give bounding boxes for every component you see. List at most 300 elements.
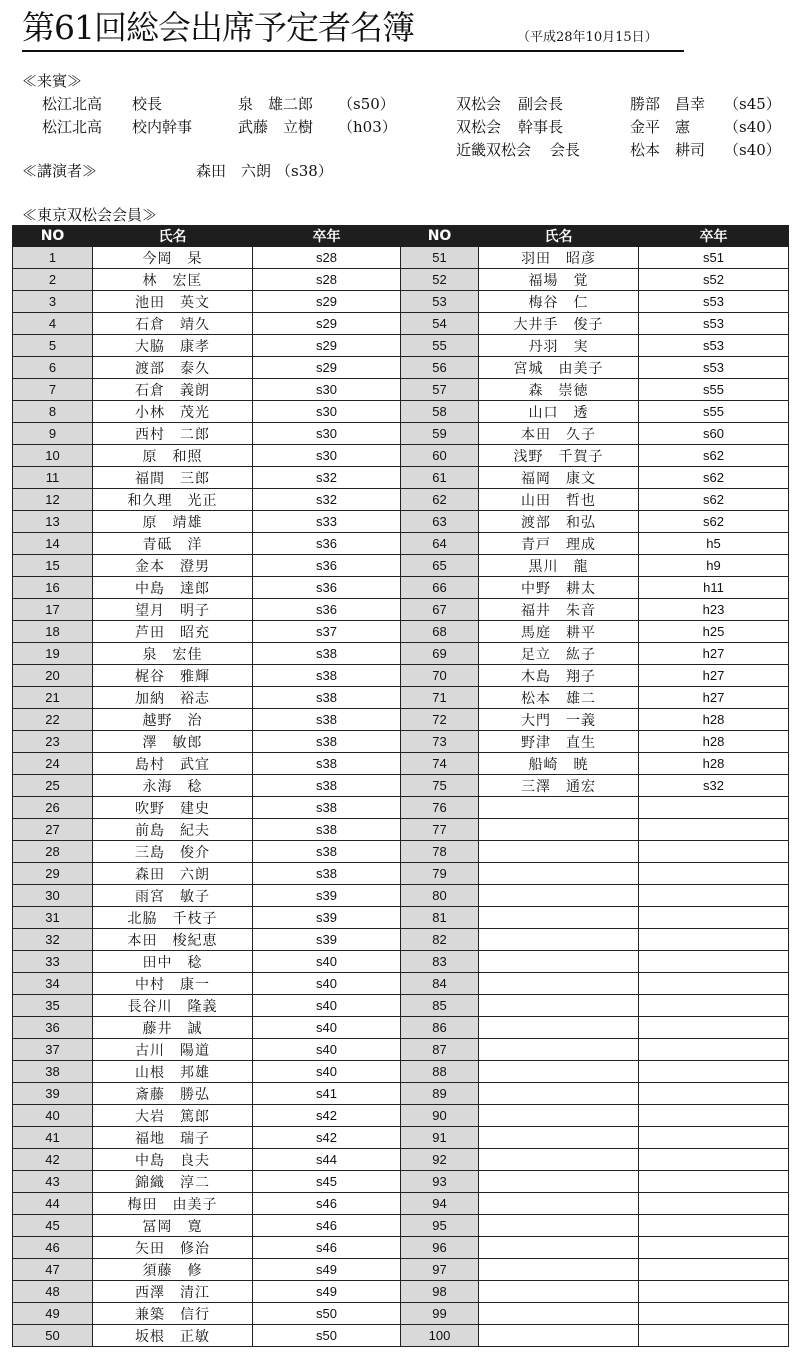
member-year: s36	[253, 533, 401, 555]
member-year: s29	[253, 335, 401, 357]
member-name: 福岡 康文	[479, 467, 639, 489]
member-name: 石倉 靖久	[93, 313, 253, 335]
member-year	[639, 1105, 789, 1127]
member-no: 22	[13, 709, 93, 731]
member-name	[479, 995, 639, 1017]
member-name	[479, 907, 639, 929]
member-year: h27	[639, 687, 789, 709]
members-table	[12, 225, 789, 1347]
guest-name: 武藤 立樹	[238, 118, 314, 136]
member-year: s53	[639, 357, 789, 379]
member-year: s28	[253, 269, 401, 291]
member-year	[639, 1039, 789, 1061]
member-year: s38	[253, 643, 401, 665]
guest-org: 双松会	[456, 118, 502, 136]
member-year: s30	[253, 401, 401, 423]
member-name	[479, 1325, 639, 1347]
table-row	[13, 1171, 789, 1193]
column-header-year: 卒年	[253, 226, 401, 247]
member-name: 雨宮 敏子	[93, 885, 253, 907]
table-row	[13, 907, 789, 929]
member-year	[639, 1303, 789, 1325]
table-row	[13, 1061, 789, 1083]
member-no: 61	[401, 467, 479, 489]
guest-year: （s40）	[724, 118, 781, 136]
member-no: 25	[13, 775, 93, 797]
member-year: s38	[253, 819, 401, 841]
table-row	[13, 1105, 789, 1127]
member-no: 3	[13, 291, 93, 313]
member-year: s62	[639, 445, 789, 467]
member-name: 野津 直生	[479, 731, 639, 753]
member-year: s30	[253, 445, 401, 467]
member-no: 48	[13, 1281, 93, 1303]
member-name: 林 宏匡	[93, 269, 253, 291]
member-name	[479, 1083, 639, 1105]
member-no: 54	[401, 313, 479, 335]
member-year: s38	[253, 687, 401, 709]
member-name: 浅野 千賀子	[479, 445, 639, 467]
member-name	[479, 1193, 639, 1215]
member-name: 木島 翔子	[479, 665, 639, 687]
member-year	[639, 907, 789, 929]
member-name: 須藤 修	[93, 1259, 253, 1281]
member-year: s40	[253, 1039, 401, 1061]
member-name	[479, 1171, 639, 1193]
member-name	[479, 1061, 639, 1083]
member-no: 1	[13, 247, 93, 269]
member-name	[479, 973, 639, 995]
member-no: 47	[13, 1259, 93, 1281]
member-no: 55	[401, 335, 479, 357]
table-row	[13, 863, 789, 885]
member-year	[639, 1193, 789, 1215]
member-name	[479, 1039, 639, 1061]
member-no: 93	[401, 1171, 479, 1193]
guest-name: 勝部 昌幸	[630, 95, 706, 113]
member-year: h28	[639, 731, 789, 753]
guests-section-heading: ≪来賓≫	[22, 72, 83, 90]
member-no: 87	[401, 1039, 479, 1061]
member-name: 大門 一義	[479, 709, 639, 731]
table-row	[13, 467, 789, 489]
member-name	[479, 1215, 639, 1237]
member-name: 永海 稔	[93, 775, 253, 797]
member-name: 加納 裕志	[93, 687, 253, 709]
guest-role: 幹事長	[518, 118, 564, 136]
member-no: 96	[401, 1237, 479, 1259]
guest-role: 副会長	[518, 95, 564, 113]
member-no: 56	[401, 357, 479, 379]
table-row	[13, 797, 789, 819]
member-year: s55	[639, 401, 789, 423]
member-year: s32	[253, 467, 401, 489]
member-year: s50	[253, 1303, 401, 1325]
member-year: s36	[253, 599, 401, 621]
member-no: 41	[13, 1127, 93, 1149]
member-name	[479, 1259, 639, 1281]
members-table-body	[13, 247, 789, 1347]
member-year	[639, 951, 789, 973]
member-name: 中村 康一	[93, 973, 253, 995]
member-no: 50	[13, 1325, 93, 1347]
member-name: 金本 澄男	[93, 555, 253, 577]
table-row	[13, 1281, 789, 1303]
member-name: 石倉 義朗	[93, 379, 253, 401]
member-year: h27	[639, 643, 789, 665]
column-header-name: 氏名	[479, 226, 639, 247]
member-year: h27	[639, 665, 789, 687]
member-name: 北脇 千枝子	[93, 907, 253, 929]
member-name	[479, 1149, 639, 1171]
member-name: 斎藤 勝弘	[93, 1083, 253, 1105]
member-year: s29	[253, 313, 401, 335]
member-year	[639, 1259, 789, 1281]
member-no: 24	[13, 753, 93, 775]
member-year	[639, 1017, 789, 1039]
member-no: 29	[13, 863, 93, 885]
table-row	[13, 489, 789, 511]
member-no: 44	[13, 1193, 93, 1215]
member-no: 79	[401, 863, 479, 885]
member-year	[639, 819, 789, 841]
member-year: s38	[253, 775, 401, 797]
member-year	[639, 885, 789, 907]
member-no: 97	[401, 1259, 479, 1281]
member-name	[479, 1237, 639, 1259]
member-year: h9	[639, 555, 789, 577]
member-name: 梅田 由美子	[93, 1193, 253, 1215]
member-name: 渡部 泰久	[93, 357, 253, 379]
member-no: 15	[13, 555, 93, 577]
table-row	[13, 1259, 789, 1281]
member-name	[479, 797, 639, 819]
member-no: 68	[401, 621, 479, 643]
member-no: 14	[13, 533, 93, 555]
guest-year: （h03）	[338, 118, 397, 136]
member-year: h11	[639, 577, 789, 599]
guest-role: 校長	[132, 95, 163, 113]
member-no: 63	[401, 511, 479, 533]
guest-entry	[42, 93, 402, 115]
member-name: 福場 覚	[479, 269, 639, 291]
member-name: 宮城 由美子	[479, 357, 639, 379]
table-row	[13, 621, 789, 643]
member-name: 藤井 誠	[93, 1017, 253, 1039]
member-no: 18	[13, 621, 93, 643]
member-no: 84	[401, 973, 479, 995]
table-row	[13, 841, 789, 863]
table-row	[13, 731, 789, 753]
member-name: 丹羽 実	[479, 335, 639, 357]
member-no: 72	[401, 709, 479, 731]
member-year: s38	[253, 797, 401, 819]
member-no: 74	[401, 753, 479, 775]
member-name	[479, 929, 639, 951]
member-name: 青戸 理成	[479, 533, 639, 555]
member-no: 2	[13, 269, 93, 291]
table-row	[13, 599, 789, 621]
member-year: s32	[253, 489, 401, 511]
member-no: 5	[13, 335, 93, 357]
member-name: 大井手 俊子	[479, 313, 639, 335]
member-name: 梅谷 仁	[479, 291, 639, 313]
member-year: s30	[253, 379, 401, 401]
column-header-no: NO	[401, 226, 479, 247]
member-year: s53	[639, 291, 789, 313]
member-name: 長谷川 隆義	[93, 995, 253, 1017]
member-no: 31	[13, 907, 93, 929]
table-row	[13, 973, 789, 995]
table-row	[13, 643, 789, 665]
member-year: s39	[253, 929, 401, 951]
title-row	[22, 8, 782, 52]
table-row	[13, 335, 789, 357]
member-name: 原 和照	[93, 445, 253, 467]
member-name: 大脇 康孝	[93, 335, 253, 357]
guest-name: 松本 耕司	[630, 141, 706, 159]
table-row	[13, 885, 789, 907]
member-no: 58	[401, 401, 479, 423]
table-row	[13, 1303, 789, 1325]
table-row	[13, 577, 789, 599]
member-year: s38	[253, 753, 401, 775]
table-row	[13, 269, 789, 291]
member-year: h5	[639, 533, 789, 555]
table-row	[13, 247, 789, 269]
member-no: 32	[13, 929, 93, 951]
table-row	[13, 665, 789, 687]
member-year: s50	[253, 1325, 401, 1347]
member-no: 4	[13, 313, 93, 335]
table-row	[13, 1083, 789, 1105]
guest-role: 会長	[550, 141, 581, 159]
member-year: s53	[639, 335, 789, 357]
member-name: 黒川 龍	[479, 555, 639, 577]
table-row	[13, 929, 789, 951]
table-row	[13, 533, 789, 555]
speaker-year: （s38）	[276, 162, 333, 180]
member-name: 中島 達郎	[93, 577, 253, 599]
member-name: 梶谷 雅輝	[93, 665, 253, 687]
member-no: 52	[401, 269, 479, 291]
member-name: 山根 邦雄	[93, 1061, 253, 1083]
member-year: s46	[253, 1193, 401, 1215]
member-no: 42	[13, 1149, 93, 1171]
member-no: 66	[401, 577, 479, 599]
member-year: s44	[253, 1149, 401, 1171]
column-header-no: NO	[13, 226, 93, 247]
member-no: 64	[401, 533, 479, 555]
member-year: s38	[253, 731, 401, 753]
member-no: 81	[401, 907, 479, 929]
table-row	[13, 313, 789, 335]
member-no: 40	[13, 1105, 93, 1127]
guest-org: 近畿双松会	[456, 141, 532, 159]
member-no: 38	[13, 1061, 93, 1083]
member-year: s40	[253, 1017, 401, 1039]
member-name: 中島 良夫	[93, 1149, 253, 1171]
member-year: s38	[253, 841, 401, 863]
member-name: 冨岡 寛	[93, 1215, 253, 1237]
member-no: 51	[401, 247, 479, 269]
guest-year: （s50）	[338, 95, 395, 113]
member-no: 80	[401, 885, 479, 907]
member-year: s40	[253, 1061, 401, 1083]
member-no: 17	[13, 599, 93, 621]
document-date: （平成28年10月15日）	[517, 30, 658, 45]
table-row	[13, 1017, 789, 1039]
member-no: 12	[13, 489, 93, 511]
member-no: 89	[401, 1083, 479, 1105]
member-year: h25	[639, 621, 789, 643]
speaker-section-heading: ≪講演者≫	[22, 162, 98, 180]
member-year: s38	[253, 709, 401, 731]
member-name: 矢田 修治	[93, 1237, 253, 1259]
member-name: 中野 耕太	[479, 577, 639, 599]
member-year: s49	[253, 1281, 401, 1303]
member-name	[479, 1017, 639, 1039]
member-no: 85	[401, 995, 479, 1017]
member-year: s37	[253, 621, 401, 643]
member-year	[639, 863, 789, 885]
member-no: 45	[13, 1215, 93, 1237]
member-name: 羽田 昭彦	[479, 247, 639, 269]
member-no: 70	[401, 665, 479, 687]
member-name: 青砥 洋	[93, 533, 253, 555]
table-row	[13, 1039, 789, 1061]
guest-org: 松江北高	[42, 95, 103, 113]
member-year: s42	[253, 1127, 401, 1149]
member-no: 33	[13, 951, 93, 973]
table-row	[13, 379, 789, 401]
member-no: 83	[401, 951, 479, 973]
member-no: 8	[13, 401, 93, 423]
member-year: s40	[253, 995, 401, 1017]
member-year: s52	[639, 269, 789, 291]
member-name: 古川 陽道	[93, 1039, 253, 1061]
member-year: s51	[639, 247, 789, 269]
member-no: 94	[401, 1193, 479, 1215]
table-row	[13, 951, 789, 973]
guest-year: （s40）	[724, 141, 781, 159]
table-row	[13, 775, 789, 797]
member-name: 和久理 光正	[93, 489, 253, 511]
member-year: s38	[253, 665, 401, 687]
member-year: s62	[639, 511, 789, 533]
member-name	[479, 1281, 639, 1303]
member-name: 越野 治	[93, 709, 253, 731]
table-row	[13, 1325, 789, 1347]
member-no: 49	[13, 1303, 93, 1325]
guest-role: 校内幹事	[132, 118, 193, 136]
member-name: 池田 英文	[93, 291, 253, 313]
member-name: 澤 敏郎	[93, 731, 253, 753]
member-year: s62	[639, 489, 789, 511]
table-row	[13, 401, 789, 423]
member-name	[479, 841, 639, 863]
member-year: s46	[253, 1215, 401, 1237]
member-year	[639, 1237, 789, 1259]
member-name: 望月 明子	[93, 599, 253, 621]
member-no: 27	[13, 819, 93, 841]
member-year	[639, 1215, 789, 1237]
member-no: 35	[13, 995, 93, 1017]
member-year	[639, 1281, 789, 1303]
member-year: s49	[253, 1259, 401, 1281]
member-no: 21	[13, 687, 93, 709]
member-year	[639, 1171, 789, 1193]
member-no: 9	[13, 423, 93, 445]
member-no: 78	[401, 841, 479, 863]
member-name: 森田 六朗	[93, 863, 253, 885]
member-year	[639, 1127, 789, 1149]
member-name: 原 靖雄	[93, 511, 253, 533]
member-name: 森 崇徳	[479, 379, 639, 401]
member-no: 69	[401, 643, 479, 665]
table-row	[13, 357, 789, 379]
member-no: 16	[13, 577, 93, 599]
member-year: s45	[253, 1171, 401, 1193]
member-name: 芦田 昭充	[93, 621, 253, 643]
speaker-name: 森田 六朗	[196, 162, 272, 180]
member-year	[639, 973, 789, 995]
member-name: 兼築 信行	[93, 1303, 253, 1325]
member-no: 86	[401, 1017, 479, 1039]
member-year	[639, 841, 789, 863]
guest-org: 松江北高	[42, 118, 103, 136]
member-name: 山田 哲也	[479, 489, 639, 511]
title-underline	[22, 50, 684, 52]
member-no: 77	[401, 819, 479, 841]
member-name: 坂根 正敏	[93, 1325, 253, 1347]
member-year: h28	[639, 753, 789, 775]
guest-entry	[456, 116, 786, 138]
member-no: 34	[13, 973, 93, 995]
member-name: 吹野 建史	[93, 797, 253, 819]
member-name: 山口 透	[479, 401, 639, 423]
member-year: s40	[253, 951, 401, 973]
table-row	[13, 1193, 789, 1215]
member-no: 98	[401, 1281, 479, 1303]
table-row	[13, 687, 789, 709]
table-row	[13, 555, 789, 577]
member-no: 20	[13, 665, 93, 687]
member-no: 82	[401, 929, 479, 951]
member-year: s38	[253, 863, 401, 885]
member-name: 今岡 杲	[93, 247, 253, 269]
member-year: s53	[639, 313, 789, 335]
member-year: s30	[253, 423, 401, 445]
guest-entry	[456, 139, 786, 161]
member-name: 三島 俊介	[93, 841, 253, 863]
member-no: 67	[401, 599, 479, 621]
member-year: s36	[253, 577, 401, 599]
member-no: 59	[401, 423, 479, 445]
table-row	[13, 1127, 789, 1149]
member-name	[479, 819, 639, 841]
member-no: 90	[401, 1105, 479, 1127]
member-name	[479, 1127, 639, 1149]
member-name	[479, 951, 639, 973]
member-no: 65	[401, 555, 479, 577]
member-no: 57	[401, 379, 479, 401]
member-name: 錦織 淳二	[93, 1171, 253, 1193]
member-no: 30	[13, 885, 93, 907]
member-year	[639, 1325, 789, 1347]
member-name: 本田 梭紀恵	[93, 929, 253, 951]
member-year: s55	[639, 379, 789, 401]
